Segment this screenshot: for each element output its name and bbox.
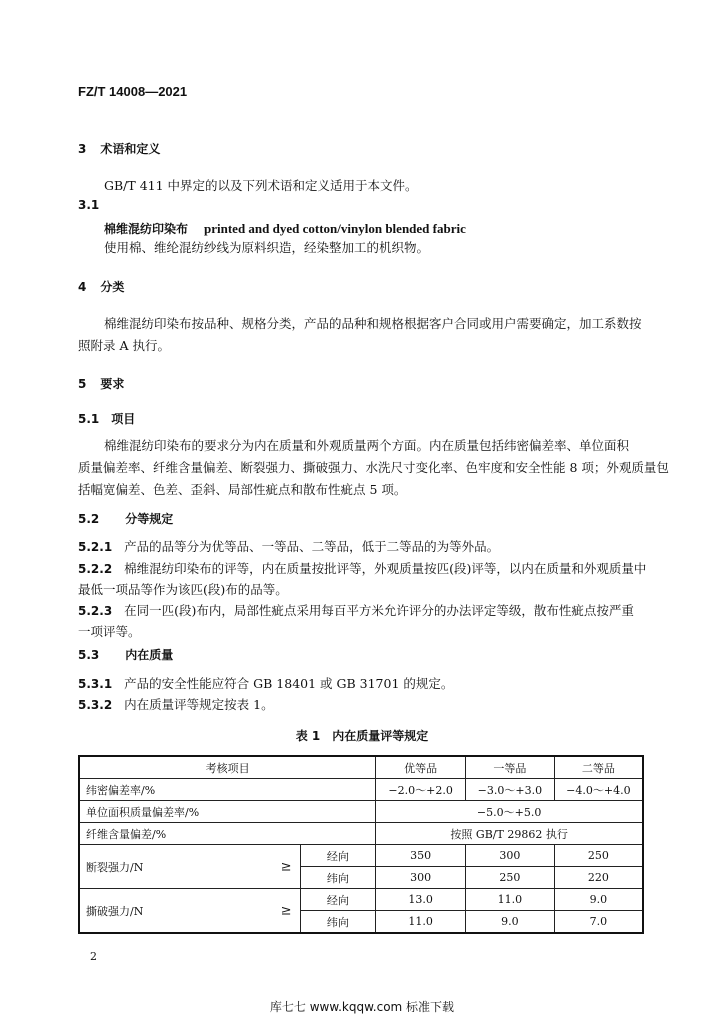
table-cell: 300	[376, 867, 466, 889]
table-cell: 9.0	[465, 911, 554, 934]
section-4-line-1: 棉维混纺印染布按品种、规格分类，产品的品种和规格根据客户合同或用户需要确定，加工系数按	[104, 316, 642, 331]
footer-watermark: 库七七 www.kqqw.com 标准下载	[269, 1000, 455, 1014]
header-item: 考核项目	[79, 756, 376, 779]
table-row	[79, 779, 643, 801]
table-cell: 250	[465, 867, 554, 889]
row-label: 纬密偏差率/%	[79, 779, 376, 801]
table-cell: 7.0	[554, 911, 643, 934]
clause-5-2-2-line-2: 最低一项品等作为该匹(段)布的品等。	[78, 582, 288, 597]
operator-symbol: ≥	[280, 903, 292, 918]
table-caption: 表 1 内在质量评等规定	[295, 729, 429, 743]
table-cell: 11.0	[376, 911, 466, 934]
header-grade-2: 一等品	[465, 756, 554, 779]
clause-number: 5.2	[78, 512, 100, 526]
document-code: FZ/T 14008—2021	[78, 84, 188, 99]
section-3-heading	[78, 140, 160, 157]
clause-title: 分等规定	[125, 512, 174, 526]
section-4-line-2: 照附录 A 执行。	[78, 338, 170, 353]
clause-number: 5.2.1	[78, 540, 113, 554]
section-title: 要求	[100, 377, 125, 391]
clause-5-3-heading	[78, 646, 173, 663]
clause-number: 5.2.3	[78, 604, 113, 618]
term-definition: 使用棉、维纶混纺纱线为原料织造，经染整加工的机织物。	[104, 240, 430, 255]
table-cell: 9.0	[554, 889, 643, 911]
table-cell: −4.0～+4.0	[554, 779, 643, 801]
table-row	[79, 801, 643, 823]
row-label: 纤维含量偏差/%	[79, 823, 376, 845]
table-cell: 350	[376, 845, 466, 867]
clause-number: 5.3	[78, 648, 100, 662]
clause-text: 产品的安全性能应符合 GB 18401 或 GB 31701 的规定。	[124, 676, 454, 691]
clause-text: 棉维混纺印染布的评等，内在质量按批评等，外观质量按匹(段)评等，以内在质量和外观质量中	[124, 561, 647, 576]
header-grade-1: 优等品	[376, 756, 466, 779]
table-cell: −3.0～+3.0	[465, 779, 554, 801]
direction-label: 经向	[300, 845, 376, 867]
clause-5-1-line-3: 括幅宽偏差、色差、歪斜、局部性疵点和散布性疵点 5 项。	[78, 482, 407, 497]
header-grade-3: 二等品	[554, 756, 643, 779]
clause-number: 5.2.2	[78, 562, 113, 576]
row-label-text: 断裂强力/N	[86, 860, 144, 874]
section-title: 术语和定义	[100, 142, 161, 156]
clause-5-3-2	[78, 695, 274, 713]
term-english: printed and dyed cotton/vinylon blended fabric	[204, 221, 466, 236]
row-label: 单位面积质量偏差率/%	[79, 801, 376, 823]
clause-3-1-number: 3.1	[78, 198, 100, 212]
clause-number: 5.3.1	[78, 677, 113, 691]
term-entry	[104, 218, 466, 237]
table-cell: 250	[554, 845, 643, 867]
row-label	[79, 845, 300, 889]
clause-5-3-1	[78, 674, 453, 692]
row-label	[79, 889, 300, 934]
section-3-intro: GB/T 411 中界定的以及下列术语和定义适用于本文件。	[104, 178, 418, 193]
clause-number: 5.3.2	[78, 698, 113, 712]
table-cell: −2.0～+2.0	[376, 779, 466, 801]
clause-5-2-1	[78, 537, 499, 555]
table-cell: −5.0～+5.0	[376, 801, 643, 823]
operator-symbol: ≥	[280, 859, 292, 874]
section-number: 5	[78, 377, 87, 391]
clause-text: 内在质量评等规定按表 1。	[124, 697, 274, 712]
clause-title: 内在质量	[125, 648, 174, 662]
direction-label: 纬向	[300, 911, 376, 934]
direction-label: 纬向	[300, 867, 376, 889]
table-cell: 220	[554, 867, 643, 889]
clause-5-2-3-line-2: 一项评等。	[78, 624, 141, 639]
clause-5-1-line-2: 质量偏差率、纤维含量偏差、断裂强力、撕破强力、水洗尺寸变化率、色牢度和安全性能 8 项；外观质量包	[78, 460, 669, 475]
clause-5-2-heading	[78, 510, 173, 527]
page-number: 2	[90, 950, 97, 963]
direction-label: 经向	[300, 889, 376, 911]
table-header-row	[79, 756, 643, 779]
row-label-text: 撕破强力/N	[86, 904, 144, 918]
table-row	[79, 889, 643, 911]
section-number: 4	[78, 280, 87, 294]
section-title: 分类	[100, 280, 125, 294]
table-cell: 13.0	[376, 889, 466, 911]
clause-5-1-heading	[78, 410, 135, 427]
table-cell: 300	[465, 845, 554, 867]
clause-text: 产品的品等分为优等品、一等品、二等品，低于二等品的为等外品。	[124, 539, 500, 554]
clause-number: 5.1	[78, 412, 100, 426]
term-chinese: 棉维混纺印染布	[104, 222, 189, 236]
clause-text: 在同一匹(段)布内，局部性疵点采用每百平方米允许评分的办法评定等级，散布性疵点按严重	[124, 603, 634, 618]
table-row	[79, 823, 643, 845]
clause-5-2-2-line-1	[78, 559, 646, 577]
section-4-heading	[78, 278, 124, 295]
section-5-heading	[78, 375, 124, 392]
clause-title: 项目	[111, 412, 136, 426]
clause-5-1-line-1: 棉维混纺印染布的要求分为内在质量和外观质量两个方面。内在质量包括纬密偏差率、单位面积	[104, 438, 630, 453]
table-cell: 按照 GB/T 29862 执行	[376, 823, 643, 845]
section-number: 3	[78, 142, 87, 156]
quality-table	[78, 755, 644, 934]
clause-5-2-3-line-1	[78, 601, 634, 619]
table-cell: 11.0	[465, 889, 554, 911]
table-row	[79, 845, 643, 867]
